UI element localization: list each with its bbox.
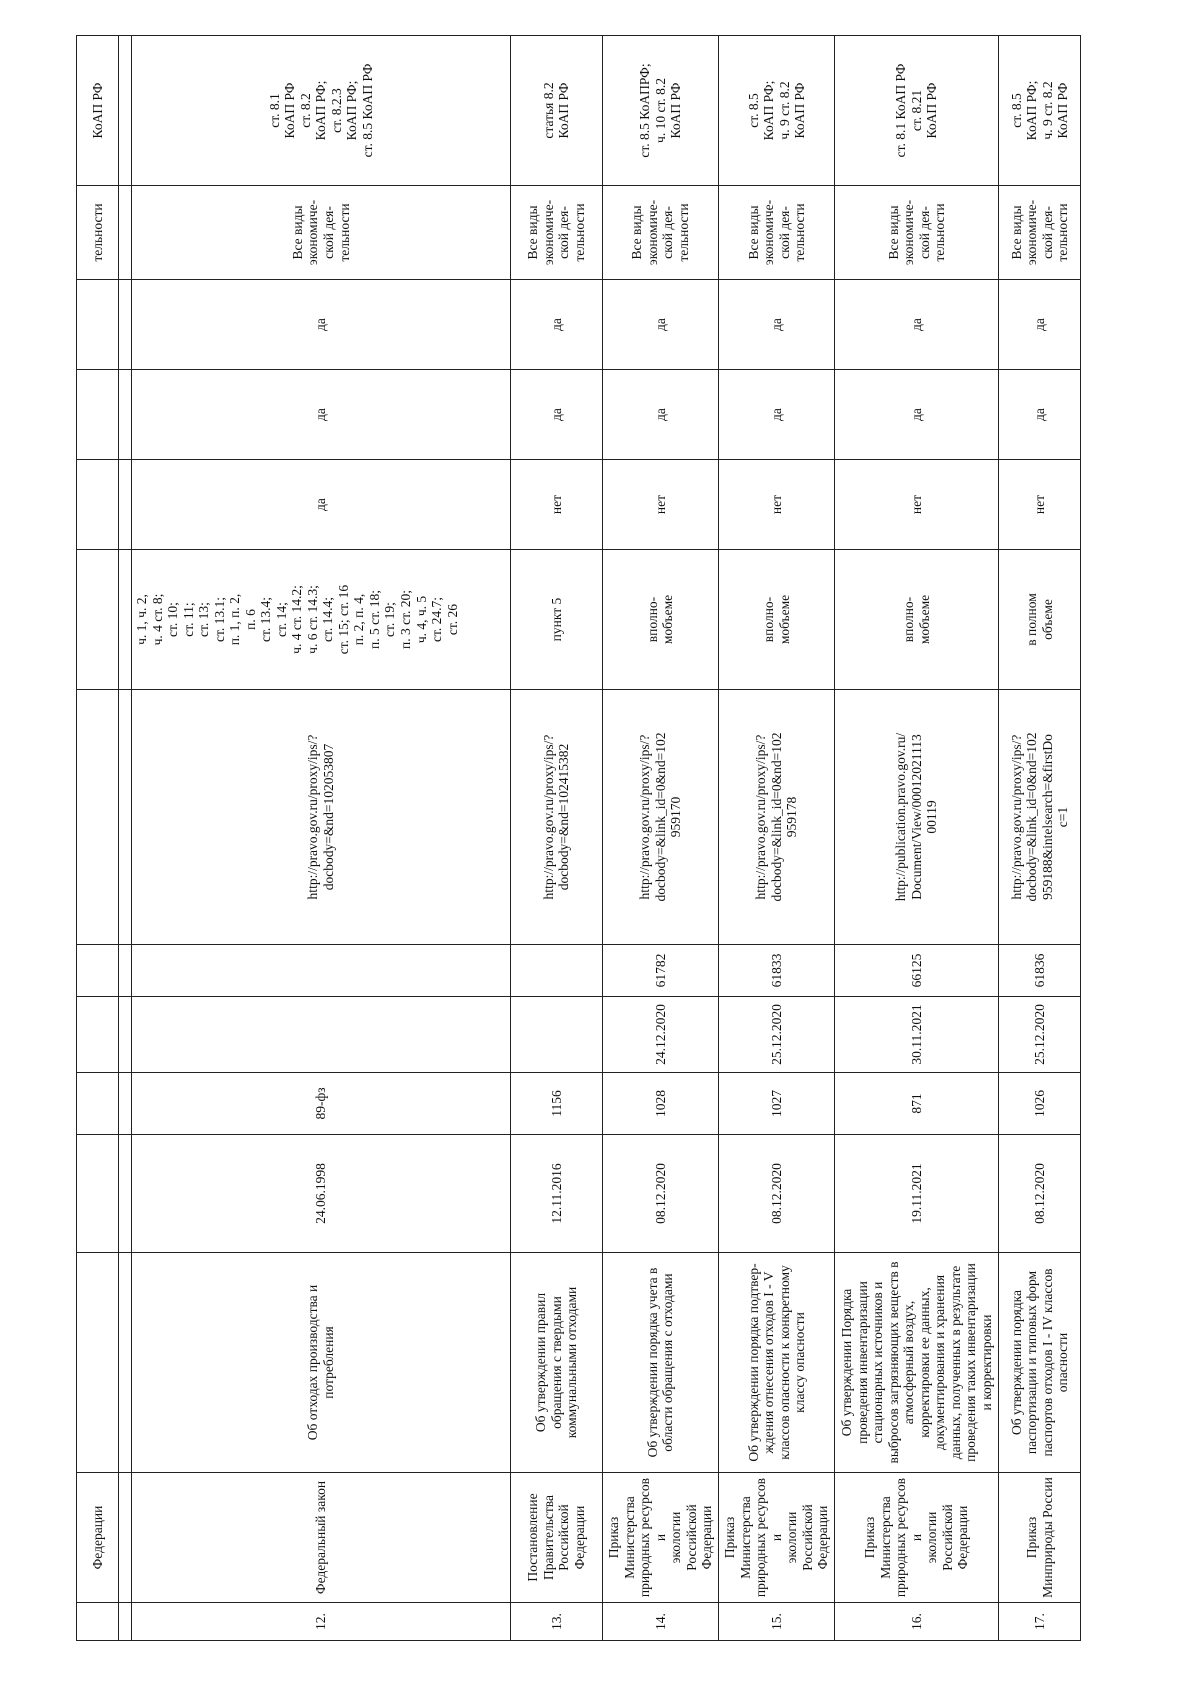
flag-1: [132, 460, 511, 550]
document-title-text: Об утверждении Порядка проведения инвентаризации стационарных источников и выбросов загрязняющих веществ в атмосферный воздух, корректировки ее данных, документирования и хранения данных, полученных в результате проведения таких инвентаризации и корректировки: [839, 1261, 994, 1464]
flag-3: [602, 280, 718, 370]
header-cell: [77, 460, 119, 550]
spacer-row: [118, 36, 131, 1641]
document-title-text: Об утверждении порядка паспортизации и типовых форм паспортов отходов I - IV классов опасности: [1008, 1268, 1071, 1457]
document-number: [602, 1073, 718, 1135]
document-title: [835, 1253, 999, 1473]
registration-date: [835, 997, 999, 1073]
document-type: [999, 1473, 1081, 1603]
row-number: [835, 1603, 999, 1641]
document-type-text: Постановление Правительства Российской Федерации: [525, 1493, 587, 1582]
document-title-text: Об отходах производства и потребления: [305, 1284, 336, 1441]
row-number-text: 16.: [908, 1613, 924, 1630]
flag-2: [835, 370, 999, 460]
activity-scope: [510, 186, 602, 280]
registration-date-text: 30.11.2021: [908, 1004, 924, 1065]
document-number: [510, 1073, 602, 1135]
registration-number: [602, 945, 718, 997]
registration-number-text: 66125: [908, 953, 924, 988]
document-link: [602, 690, 718, 945]
activity-scope: [132, 186, 511, 280]
header-cell: [77, 1253, 119, 1473]
document-title-text: Об утверждении порядка учета в области обращения с отходами: [644, 1267, 676, 1458]
provisions: [602, 550, 718, 690]
document-link-text: http://pravo.gov.ru/proxy/ips/? docbody=&link_id=0&nd=102 959178: [753, 732, 800, 902]
flag-3-text: да: [313, 318, 329, 331]
koap-articles: [835, 36, 999, 186]
registration-date: [602, 997, 718, 1073]
flag-3: [999, 280, 1081, 370]
provisions-text: вполно- мобъеме: [901, 594, 932, 645]
document-date: [999, 1135, 1081, 1253]
row-number: [999, 1603, 1081, 1641]
document-number-text: 1026: [1031, 1090, 1047, 1117]
flag-1-text: да: [313, 498, 329, 511]
document-title-text: Об утверждении правил обращения с твердыми коммунальными отходами: [533, 1286, 580, 1439]
row-number-text: 17.: [1031, 1613, 1047, 1630]
document-number: [719, 1073, 835, 1135]
registration-number: [835, 945, 999, 997]
registration-number: [510, 945, 602, 997]
document-link: [132, 690, 511, 945]
document-link-text: http://pravo.gov.ru/proxy/ips/? docbody=&link_id=0&nd=102 959170: [637, 732, 684, 902]
document-title: [132, 1253, 511, 1473]
provisions: [132, 550, 511, 690]
registration-number: [999, 945, 1081, 997]
document-number-text: 1156: [548, 1090, 564, 1117]
document-date-text: 08.12.2020: [768, 1163, 784, 1224]
flag-2-text: да: [908, 408, 924, 421]
koap-articles: [510, 36, 602, 186]
provisions-text: вполно- мобъеме: [644, 594, 676, 645]
document-date: [602, 1135, 718, 1253]
flag-3-text: да: [652, 318, 668, 331]
table-row: [602, 36, 718, 1641]
header-koap: КоАП РФ: [77, 36, 119, 186]
document-link-text: http://pravo.gov.ru/proxy/ips/? docbody=&link_id=0&nd=102 959188&intelsearch=&firstDo c=1: [1008, 732, 1071, 902]
activity-scope: [719, 186, 835, 280]
flag-2: [999, 370, 1081, 460]
koap-articles-text: статья 8.2 КоАП РФ: [540, 82, 572, 139]
registration-date-text: 24.12.2020: [652, 1004, 668, 1065]
row-number: [510, 1603, 602, 1641]
document-date: [510, 1135, 602, 1253]
row-number: [602, 1603, 718, 1641]
document-date: [835, 1135, 999, 1253]
document-number-text: 1027: [768, 1090, 784, 1117]
flag-3-text: да: [1031, 318, 1047, 331]
document-link: [999, 690, 1081, 945]
provisions-text: пункт 5: [548, 597, 564, 642]
provisions: [999, 550, 1081, 690]
registration-number: [132, 945, 511, 997]
document-type: [510, 1473, 602, 1603]
koap-articles: [602, 36, 718, 186]
flag-1: [835, 460, 999, 550]
registration-date: [999, 997, 1081, 1073]
document-link-text: http://pravo.gov.ru/proxy/ips/? docbody=&nd=102053807: [305, 734, 336, 900]
flag-2: [719, 370, 835, 460]
table-row: [835, 36, 999, 1641]
flag-3: [835, 280, 999, 370]
document-link: [835, 690, 999, 945]
document-link: [510, 690, 602, 945]
flag-1-text: нет: [1031, 494, 1047, 515]
header-cell: [77, 1135, 119, 1253]
provisions-text: вполно- мобъеме: [761, 594, 792, 645]
koap-articles-text: ст. 8.5 КоАП РФ; ч. 9 ст. 8.2 КоАП РФ: [745, 80, 808, 141]
flag-1: [602, 460, 718, 550]
flag-2-text: да: [652, 408, 668, 421]
provisions-text: ч. 1, ч. 2, ч. 4 ст. 8; ст. 10; ст. 11; ст. 13; ст. 13.1; п. 1, п. 2, п. 6 ст. 13.4; ст. 14; ч. 4 ст. 14.2; ч. 6 ст. 14.3; ст. 14.4; ст. 15; ст. 16 п. 2, п. 4, п. 5 ст. 18; ст. 19; п. 3 ст. 20; ч. 4, ч. 5 ст. 24.7; ст. 26: [134, 584, 460, 655]
registration-number: [719, 945, 835, 997]
flag-2: [602, 370, 718, 460]
flag-3: [132, 280, 511, 370]
table-row: [999, 36, 1081, 1641]
header-cell: [77, 1073, 119, 1135]
document-title: [719, 1253, 835, 1473]
registration-date-text: 25.12.2020: [1031, 1004, 1047, 1065]
flag-3: [719, 280, 835, 370]
document-type: [835, 1473, 999, 1603]
provisions: [510, 550, 602, 690]
row-number-text: 13.: [548, 1613, 564, 1630]
activity-scope: [999, 186, 1081, 280]
row-number-text: 12.: [313, 1613, 329, 1630]
koap-articles: [719, 36, 835, 186]
document-link: [719, 690, 835, 945]
header-row: [77, 36, 119, 1641]
flag-1-text: нет: [548, 494, 564, 515]
flag-3-text: да: [908, 318, 924, 331]
document-date-text: 19.11.2021: [908, 1163, 924, 1224]
document-title: [999, 1253, 1081, 1473]
flag-2-text: да: [1031, 408, 1047, 421]
document-type: [132, 1473, 511, 1603]
flag-3-text: да: [768, 318, 784, 331]
document-title: [510, 1253, 602, 1473]
registration-date-text: 25.12.2020: [768, 1004, 784, 1065]
document-date: [719, 1135, 835, 1253]
activity-scope-text: Все виды экономиче- ской дея- тельности: [1008, 199, 1071, 266]
flag-3: [510, 280, 602, 370]
document-link-text: http://publication.pravo.gov.ru/ Document/View/00012021113 00119: [893, 732, 940, 902]
flag-1-text: нет: [652, 494, 668, 515]
table-row: [719, 36, 835, 1641]
document-date-text: 08.12.2020: [1031, 1163, 1047, 1224]
row-number: [719, 1603, 835, 1641]
header-cell: [77, 1603, 119, 1641]
provisions: [835, 550, 999, 690]
activity-scope-text: Все виды экономиче- ской дея- тельности: [525, 199, 587, 266]
activity-scope: [835, 186, 999, 280]
table-row: [510, 36, 602, 1641]
activity-scope-text: Все виды экономиче- ской дея- тельности: [885, 199, 948, 266]
flag-1-text: нет: [768, 494, 784, 515]
flag-2: [510, 370, 602, 460]
document-number-text: 1028: [652, 1090, 668, 1117]
document-type-text: Приказ Министерства природных ресурсов и экологии Российской Федерации: [722, 1477, 831, 1598]
row-number-text: 15.: [768, 1613, 784, 1630]
header-cell: [77, 280, 119, 370]
document-type: [719, 1473, 835, 1603]
document-type-text: Приказ Министерства природных ресурсов и экологии Российской Федерации: [862, 1477, 971, 1598]
document-type: [602, 1473, 718, 1603]
header-federation: Федерации: [77, 1473, 119, 1603]
document-date-text: 12.11.2016: [548, 1163, 564, 1224]
activity-scope-text: Все виды экономиче- ской дея- тельности: [289, 199, 352, 266]
header-cell: [77, 370, 119, 460]
registration-number-text: 61833: [768, 953, 784, 988]
flag-2-text: да: [548, 408, 564, 421]
provisions-text: в полном объеме: [1024, 593, 1055, 646]
header-activity: тельности: [77, 186, 119, 280]
document-title: [602, 1253, 718, 1473]
row-number: [132, 1603, 511, 1641]
document-date-text: 24.06.1998: [313, 1163, 329, 1224]
flag-3-text: да: [548, 318, 564, 331]
table-row: [132, 36, 511, 1641]
document-number: [132, 1073, 511, 1135]
header-cell: [77, 945, 119, 997]
registration-number-text: 61836: [1031, 953, 1047, 988]
registration-date: [510, 997, 602, 1073]
koap-articles: [132, 36, 511, 186]
activity-scope: [602, 186, 718, 280]
document-title-text: Об утверждении порядка подтвер- ждения отнесения отходов I - V классов опасности к конкретному классу опасности: [745, 1263, 808, 1462]
registration-number-text: 61782: [652, 953, 668, 988]
header-cell: [77, 690, 119, 945]
document-number: [999, 1073, 1081, 1135]
document-date-text: 08.12.2020: [652, 1163, 668, 1224]
rotated-table-container: [76, 36, 1081, 1641]
koap-articles-text: ст. 8.1 КоАП РФ ст. 8.21 КоАП РФ: [893, 63, 940, 158]
activity-scope-text: Все виды экономиче- ской дея- тельности: [629, 199, 691, 266]
header-cell: [77, 997, 119, 1073]
document-type-text: Федеральный закон: [313, 1480, 329, 1595]
document-number-text: 89-фз: [313, 1087, 329, 1120]
koap-articles-text: ст. 8.5 КоАП РФ; ч. 9 ст. 8.2 КоАП РФ: [1008, 80, 1071, 141]
document-number: [835, 1073, 999, 1135]
koap-articles-text: ст. 8.1 КоАП РФ ст. 8.2 КоАП РФ; ст. 8.2.3 КоАП РФ; ст. 8.5 КоАП РФ: [266, 63, 375, 158]
flag-1: [999, 460, 1081, 550]
flag-2-text: да: [768, 408, 784, 421]
document-type-text: Приказ Минприроды России: [1024, 1477, 1055, 1598]
flag-1: [510, 460, 602, 550]
flag-2: [132, 370, 511, 460]
flag-2-text: да: [313, 408, 329, 421]
row-number-text: 14.: [652, 1613, 668, 1630]
document-link-text: http://pravo.gov.ru/proxy/ips/? docbody=&nd=102415382: [540, 734, 572, 900]
provisions: [719, 550, 835, 690]
header-cell: [77, 550, 119, 690]
document-number-text: 871: [908, 1093, 924, 1114]
koap-articles-text: ст. 8.5 КоАПРФ; ч. 10 ст. 8.2 КоАП РФ: [637, 63, 684, 158]
document-type-text: Приказ Министерства природных ресурсов и экологии Российской Федерации: [606, 1477, 715, 1598]
activity-scope-text: Все виды экономиче- ской дея- тельности: [745, 199, 808, 266]
flag-1-text: нет: [908, 494, 924, 515]
flag-1: [719, 460, 835, 550]
registration-date: [719, 997, 835, 1073]
regulations-table: [76, 35, 1081, 1641]
registration-date: [132, 997, 511, 1073]
document-date: [132, 1135, 511, 1253]
koap-articles: [999, 36, 1081, 186]
